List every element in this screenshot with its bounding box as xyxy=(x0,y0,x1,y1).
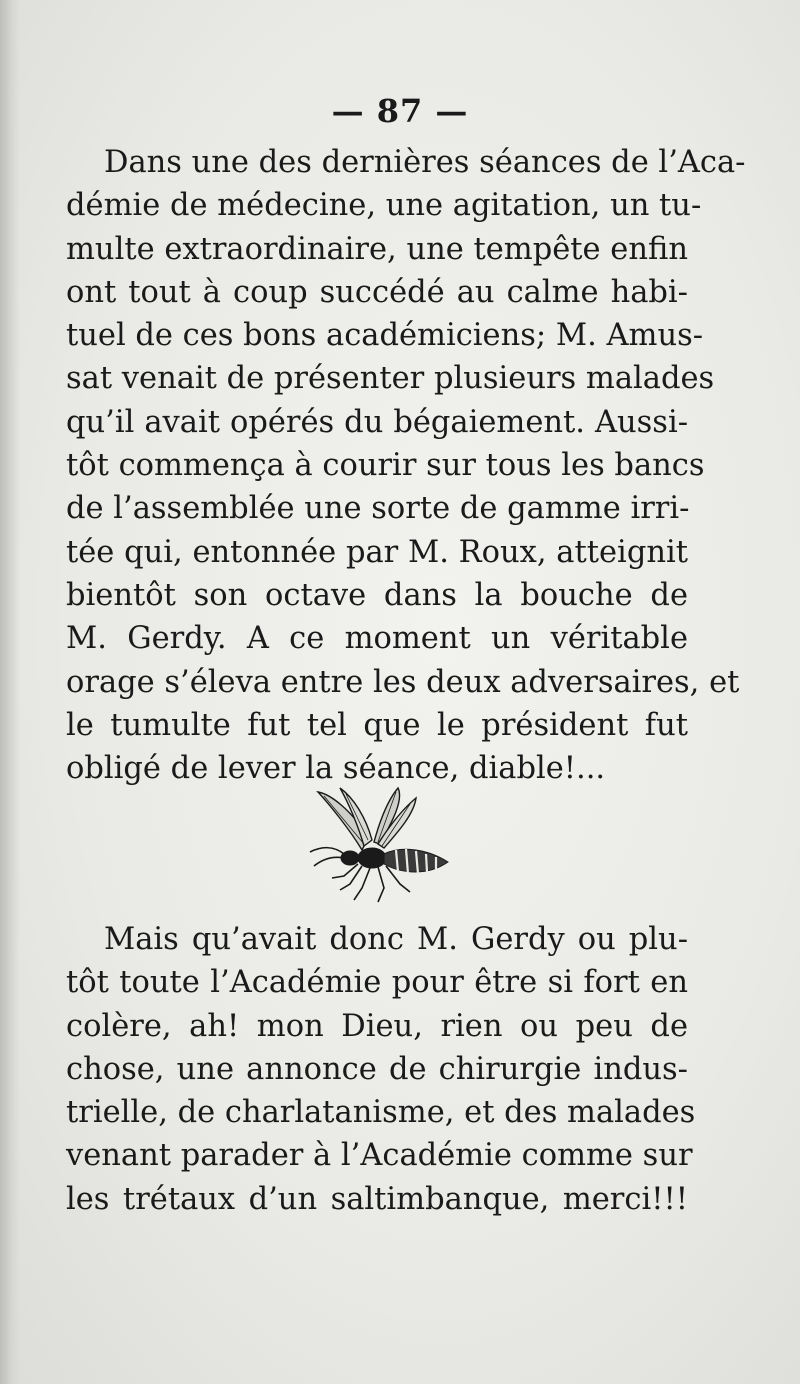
text-line: orage s’éleva entre les deux adversaires, et xyxy=(66,664,740,700)
paragraph-2 xyxy=(66,918,696,1221)
text-line: M. Gerdy. A ce moment un véritable xyxy=(66,621,688,657)
text-line: bientôt son octave dans la bouche de xyxy=(66,577,688,613)
paragraph-1 xyxy=(66,141,746,790)
text-line: tôt toute l’Académie pour être si fort en xyxy=(66,965,688,1001)
text-line: les trétaux d’un saltimbanque, merci!!! xyxy=(66,1181,688,1217)
text-line: Mais qu’avait donc M. Gerdy ou plu- xyxy=(104,922,688,957)
text-line: sat venait de présenter plusieurs malades xyxy=(66,361,715,397)
text-line: multe extraordinaire, une tempête enfin xyxy=(66,231,688,267)
text-line: tuel de ces bons académiciens; M. Amus- xyxy=(66,318,704,354)
text-line: Dans une des dernières séances de l’Aca- xyxy=(104,145,746,180)
text-line: venant parader à l’Académie comme sur xyxy=(66,1138,693,1174)
text-line: tée qui, entonnée par M. Roux, atteignit xyxy=(66,534,688,570)
text-line: qu’il avait opérés du bégaiement. Aussi- xyxy=(66,404,688,440)
text-line: ont tout à coup succédé au calme habi- xyxy=(66,274,688,310)
text-line: trielle, de charlatanisme, et des malades xyxy=(66,1095,696,1131)
text-line: démie de médecine, une agitation, un tu- xyxy=(66,188,702,224)
page-number: — 87 — xyxy=(331,92,469,130)
text-line: obligé de lever la séance, diable!... xyxy=(66,751,606,787)
text-line: tôt commença à courir sur tous les bancs xyxy=(66,448,705,484)
text-line: chose, une annonce de chirurgie indus- xyxy=(66,1051,688,1087)
text-line: le tumulte fut tel que le président fut xyxy=(66,707,688,743)
text-line: colère, ah! mon Dieu, rien ou peu de xyxy=(66,1008,688,1044)
text-line: de l’assemblée une sorte de gamme irri- xyxy=(66,491,690,527)
page-binding-shadow xyxy=(0,0,20,1384)
wasp-icon xyxy=(300,780,460,910)
